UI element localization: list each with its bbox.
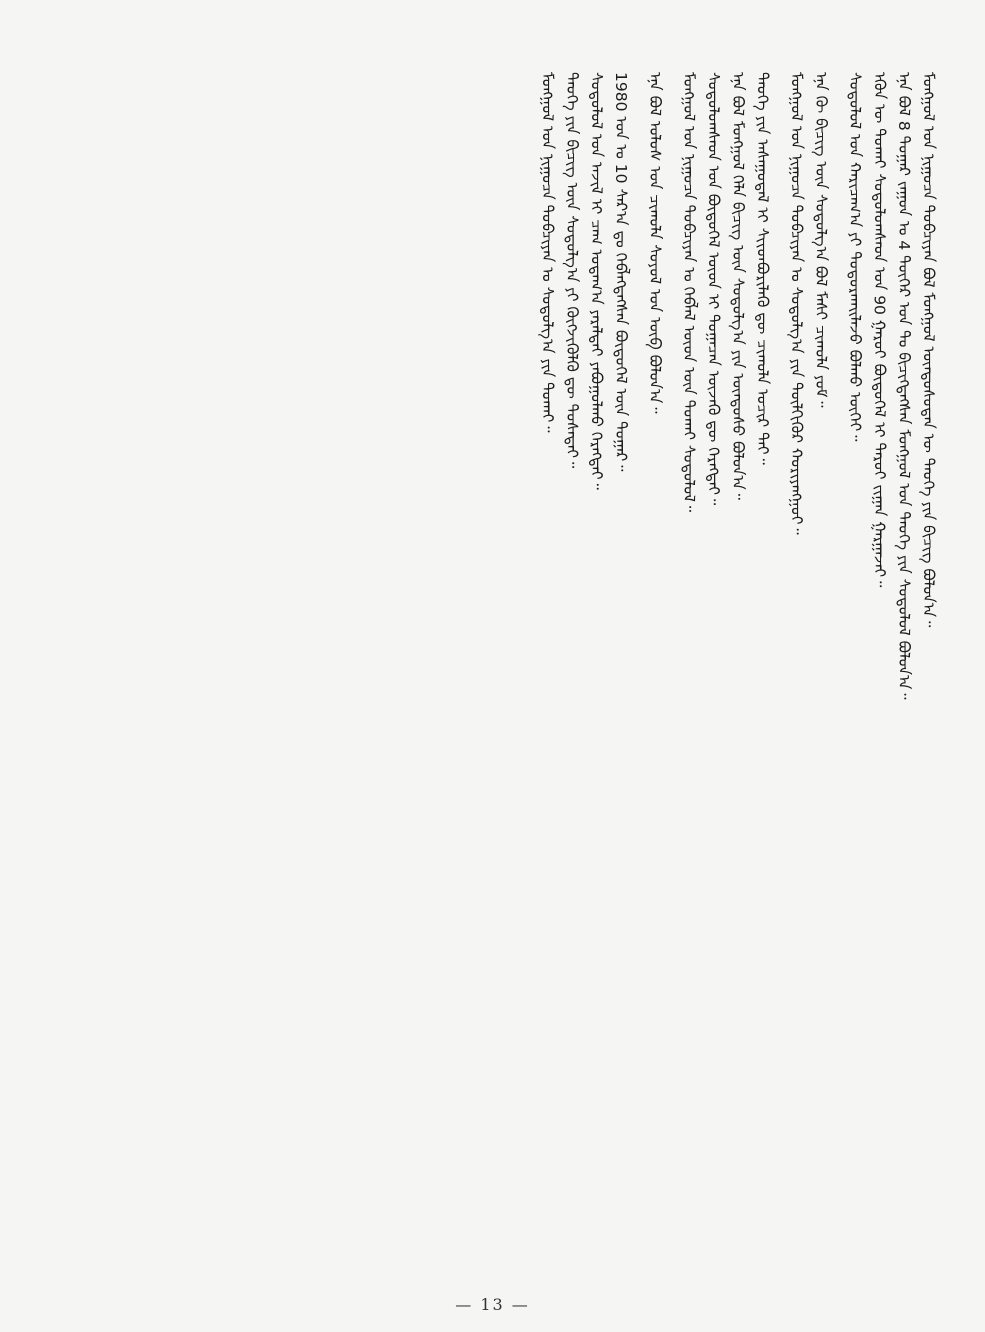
text-line: 1980 ᠣᠨ ᠤ 10 ᠰᠠᠷ᠎ᠠ ᠳᠤ ᠬᠡᠪᠯᠡᠭᠳᠡᠭᠰᠡᠨ ᠪᠦᠲᠦᠭᠡᠯ ᠦᠨ ᠳᠤᠭᠠᠷ᠃ bbox=[612, 72, 630, 472]
vertical-text-block bbox=[60, 72, 940, 1272]
text-line: ᠮᠣᠩᠭᠣᠯ ᠤᠨ ᠨᠢᠭᠤᠴᠠ ᠲᠣᠪᠴᠢᠶᠠᠨ ᠪᠣᠯ ᠮᠣᠩᠭᠣᠯ ᠦᠨᠳᠦᠰᠦᠲᠡᠨ ᠦ ᠲᠡᠦᠬᠡ ᠶᠢᠨ ᠪᠢᠴᠢᠭ ᠪᠣᠯᠤᠨ᠎ᠠ᠃ bbox=[919, 72, 938, 628]
text-column-7 bbox=[750, 72, 784, 1272]
text-line: ᠲᠡᠦᠬᠡ ᠶᠢᠨ ᠪᠢᠴᠢᠭ ᠦᠨ ᠰᠤᠳᠤᠯᠭ᠎ᠠ ᠶᠢ ᠬᠥᠭᠵᠢᠭᠦᠯᠬᠦ ᠳᠦ ᠲᠤᠰᠠᠲᠠᠢ᠃ bbox=[563, 72, 581, 469]
text-line: ᠡᠨᠡ ᠬᠦ ᠪᠢᠴᠢᠭ ᠦᠨ ᠰᠤᠳᠤᠯᠭ᠎ᠠ ᠪᠣᠯ ᠮᠠᠰᠢ ᠴᠢᠬᠤᠯᠠ ᠶᠤᠮ᠃ bbox=[812, 72, 830, 408]
text-column-8 bbox=[725, 72, 750, 1272]
text-column-2 bbox=[891, 72, 916, 1272]
text-line: ᠡᠭᠦᠨ ᠦ ᠲᠤᠬᠠᠢ ᠰᠤᠳᠤᠯᠤᠭᠰᠠᠳ ᠤᠨ 90 ᠭᠠᠷᠤᠢ ᠪᠦᠲᠦᠭᠡᠯ ᠢ ᠳᠠᠷᠤᠢ ᠵᠢᠭᠠᠨ ᠭᠠᠷᠭᠠᠵᠠᠢ᠃ bbox=[870, 72, 889, 588]
text-column-13 bbox=[584, 72, 609, 1272]
text-column-14 bbox=[559, 72, 584, 1272]
page-number: — 13 — bbox=[455, 1295, 530, 1314]
text-line: ᠲᠡᠦᠬᠡ ᠶᠢᠨ ᠠᠰᠠᠭᠤᠳᠠᠯ ᠢ ᠰᠢᠢᠳᠪᠦᠷᠢᠯᠡᠬᠦ ᠳᠦ ᠴᠢᠬᠤᠯᠠ ᠤᠴᠢᠷ ᠲᠠᠢ᠃ bbox=[753, 72, 772, 465]
text-column-12 bbox=[608, 72, 642, 1272]
text-column-3 bbox=[867, 72, 892, 1272]
text-column-1 bbox=[916, 72, 941, 1272]
text-line: ᠰᠤᠳᠤᠯᠤᠭᠰᠠᠳ ᠤᠨ ᠪᠦᠲᠦᠭᠡᠯ ᠦᠳ ᠢ ᠲᠣᠭᠠᠴᠠᠨ ᠦᠵᠡᠬᠦ ᠳᠦ ᠬᠡᠷᠡᠭᠲᠡᠢ᠃ bbox=[704, 72, 723, 506]
text-column-6 bbox=[784, 72, 809, 1272]
text-line: ᠡᠨᠡ ᠪᠣᠯ ᠤᠯᠤᠰ ᠤᠨ ᠴᠢᠬᠤᠯᠠ ᠰᠣᠶᠤᠯ ᠤᠨ ᠥᠪ ᠪᠣᠯᠤᠨ᠎ᠠ᠃ bbox=[646, 72, 664, 414]
text-column-10 bbox=[676, 72, 701, 1272]
text-column-5 bbox=[808, 72, 842, 1272]
text-line: ᠰᠤᠳᠤᠯᠤᠯ ᠤᠨ ᠬᠠᠷᠢᠴᠠᠭ᠎ᠠ ᠶᠢ ᠲᠣᠳᠣᠷᠬᠠᠢᠯᠠᠵᠤ ᠪᠣᠯᠬᠤ ᠦᠭᠡᠢ᠃ bbox=[846, 72, 864, 442]
text-line: ᠮᠣᠩᠭᠣᠯ ᠤᠨ ᠨᠢᠭᠤᠴᠠ ᠲᠣᠪᠴᠢᠶᠠᠨ ᠤ ᠰᠤᠳᠤᠯᠭ᠎ᠠ ᠶᠢᠨ ᠲᠤᠬᠠᠢ᠃ bbox=[538, 72, 557, 433]
text-line: ᠮᠣᠩᠭᠣᠯ ᠤᠨ ᠨᠢᠭᠤᠴᠠ ᠲᠣᠪᠴᠢᠶᠠᠨ ᠤ ᠬᠡᠪᠯᠡᠯ ᠦᠳ ᠦᠨ ᠲᠤᠬᠠᠢ ᠰᠤᠳᠤᠯᠤᠯ᠃ bbox=[680, 72, 698, 513]
text-column-4 bbox=[842, 72, 867, 1272]
text-line: ᠰᠤᠳᠤᠯᠤᠯ ᠤᠨ ᠠᠵᠢᠯ ᠢ ᠴᠠᠭ ᠤᠳᠠᠭ᠎ᠠ ᠶᠠᠷᠠᠯᠲᠠᠢ ᠶᠠᠪᠤᠭᠤᠯᠬᠤ ᠬᠡᠷᠡᠭᠲᠡᠢ᠃ bbox=[587, 72, 606, 490]
text-line: ᠮᠣᠩᠭᠣᠯ ᠤᠨ ᠨᠢᠭᠤᠴᠠ ᠲᠣᠪᠴᠢᠶᠠᠨ ᠤ ᠰᠤᠳᠤᠯᠭ᠎ᠠ ᠶᠢᠨ ᠲᠦᠯᠬᠢᠭᠦᠷ ᠬᠣᠷᠢᠶᠠᠩᠭᠤᠢ᠃ bbox=[787, 72, 806, 535]
text-line: ᠡᠨᠡ ᠪᠣᠯ ᠮᠣᠩᠭᠣᠯ ᠬᠡᠯᠡ ᠪᠢᠴᠢᠭ ᠦᠨ ᠰᠤᠳᠤᠯᠭ᠎ᠠ ᠶᠢᠨ ᠦᠨᠳᠦᠰᠦ ᠪᠣᠯᠤᠨ᠎ᠠ᠃ bbox=[729, 72, 747, 500]
text-column-9 bbox=[701, 72, 726, 1272]
text-column-15 bbox=[535, 72, 560, 1272]
text-column-11 bbox=[642, 72, 676, 1272]
text-line: ᠡᠨᠡ ᠪᠣᠯ 8 ᠳᠤᠭᠠᠷ ᠵᠠᠭᠤᠨ ᠤ 4 ᠳᠦᠭᠡᠷ ᠣᠨ ᠲᠤ ᠪᠢᠴᠢᠭᠳᠡᠭᠰᠡᠨ ᠮᠣᠩᠭᠣᠯ ᠤᠨ ᠲᠡᠦᠬᠡ ᠶᠢᠨ ᠰᠤᠳᠤᠯᠤᠯ ᠪᠣᠯᠤᠨ᠎ᠠ᠃ bbox=[895, 72, 913, 700]
